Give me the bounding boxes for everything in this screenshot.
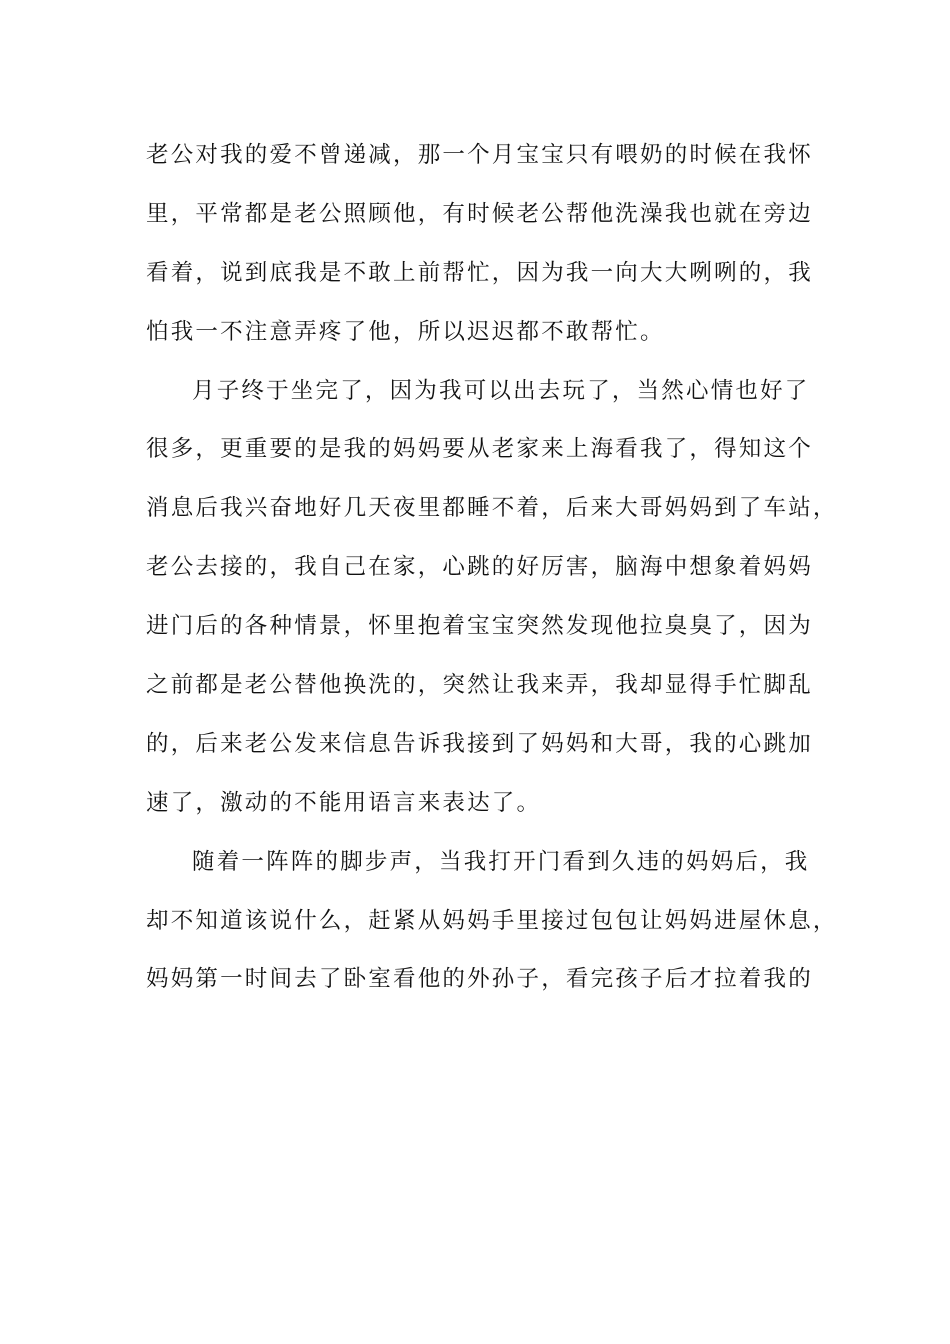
text-line: 怕我一不注意弄疼了他，所以迟迟都不敢帮忙。 [146,318,665,345]
body-text [146,126,838,1009]
text-line: 很多，更重要的是我的妈妈要从老家来上海看我了，得知这个 [146,436,813,463]
text-line: 的，后来老公发来信息告诉我接到了妈妈和大哥，我的心跳加 [146,730,813,757]
text-line: 速了，激动的不能用语言来表达了。 [146,789,542,816]
text-line: 看着，说到底我是不敢上前帮忙，因为我一向大大咧咧的，我 [146,259,813,286]
paragraph-first-line: 随着一阵阵的脚步声，当我打开门看到久违的妈妈后，我 [192,848,810,875]
text-line: 消息后我兴奋地好几天夜里都睡不着，后来大哥妈妈到了车站， [146,495,838,522]
text-line: 进门后的各种情景，怀里抱着宝宝突然发现他拉臭臭了，因为 [146,613,813,640]
text-line: 妈妈第一时间去了卧室看他的外孙子，看完孩子后才拉着我的 [146,966,813,993]
text-line: 却不知道该说什么，赶紧从妈妈手里接过包包让妈妈进屋休息， [146,907,838,934]
text-line: 老公对我的爱不曾递减，那一个月宝宝只有喂奶的时候在我怀 [146,142,813,168]
text-line: 老公去接的，我自己在家，心跳的好厉害，脑海中想象着妈妈 [146,554,813,581]
text-line: 之前都是老公替他换洗的，突然让我来弄，我却显得手忙脚乱 [146,672,813,699]
text-line: 里，平常都是老公照顾他，有时候老公帮他洗澡我也就在旁边 [146,200,813,227]
paragraph-first-line: 月子终于坐完了，因为我可以出去玩了，当然心情也好了 [192,377,810,404]
